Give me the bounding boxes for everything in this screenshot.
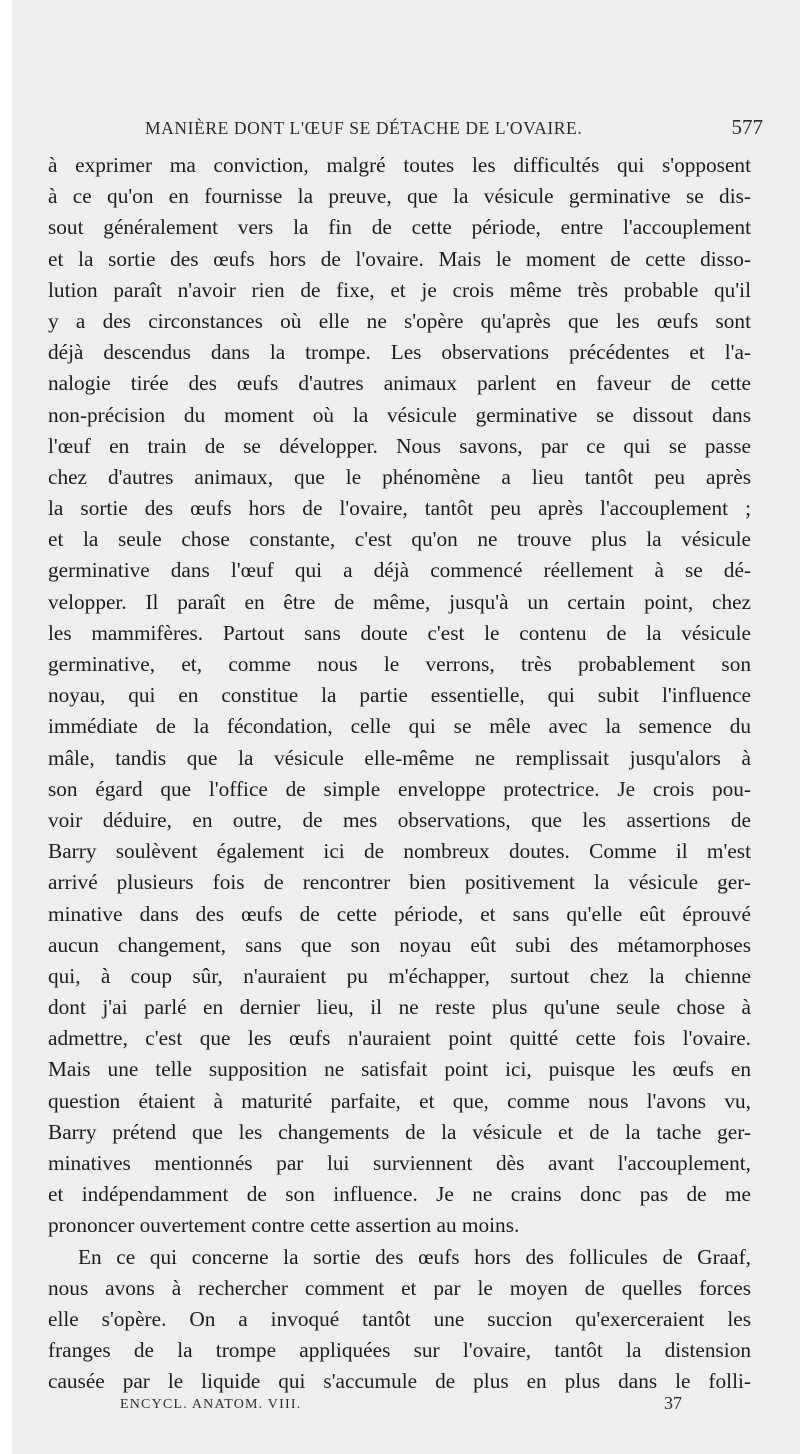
page-footer	[120, 1393, 682, 1417]
text-line: dont j'ai parlé en dernier lieu, il ne reste plus qu'une seule chose à	[48, 995, 751, 1020]
text-line: En ce qui concerne la sortie des œufs hors des follicules de Graaf,	[78, 1244, 751, 1269]
text-line: y a des circonstances où elle ne s'opère qu'après que les œufs sont	[48, 308, 751, 333]
text-line: mâle, tandis que la vésicule elle-même ne remplissait jusqu'alors à	[48, 745, 751, 770]
text-line: causée par le liquide qui s'accumule de plus en plus dans le folli-	[48, 1369, 751, 1394]
running-title: MANIÈRE DONT L'ŒUF SE DÉTACHE DE L'OVAIRE.	[145, 118, 583, 138]
page-number: 577	[731, 115, 763, 139]
text-line: question étaient à maturité parfaite, et que, comme nous l'avons vu,	[48, 1088, 751, 1113]
text-line: franges de la trompe appliquées sur l'ovaire, tantôt la distension	[48, 1338, 751, 1363]
text-line: à exprimer ma conviction, malgré toutes les difficultés qui s'opposent	[48, 153, 751, 177]
text-line: qui, à coup sûr, n'auraient pu m'échapper, surtout chez la chienne	[48, 963, 751, 988]
page-header	[145, 115, 763, 142]
text-line: Barry soulèvent également ici de nombreux doutes. Comme il m'est	[48, 839, 751, 864]
text-line: sout généralement vers la fin de cette période, entre l'accouplement	[48, 215, 751, 240]
text-line: arrivé plusieurs fois de rencontrer bien positivement la vésicule ger-	[48, 870, 751, 895]
text-line: germinative, et, comme nous le verrons, très probablement son	[48, 652, 751, 676]
text-line: Barry prétend que les changements de la vésicule et de la tache ger-	[48, 1119, 751, 1144]
text-line: non-précision du moment où la vésicule germinative se dissout dans	[48, 402, 751, 427]
paragraph	[48, 150, 751, 1242]
text-line: et indépendamment de son influence. Je ne crains donc pas de me	[48, 1182, 751, 1207]
text-line: son égard que l'office de simple enveloppe protectrice. Je crois pou-	[48, 776, 751, 801]
text-line: à ce qu'on en fournisse la preuve, que la vésicule germinative se dis-	[48, 184, 751, 209]
text-line: Mais une telle supposition ne satisfait point ici, puisque les œufs en	[48, 1057, 751, 1082]
text-line: chez d'autres animaux, que le phénomène a lieu tantôt peu après	[48, 464, 751, 489]
text-line: noyau, qui en constitue la partie essentielle, qui subit l'influence	[48, 683, 751, 708]
text-line: prononcer ouvertement contre cette assertion au moins.	[48, 1213, 520, 1238]
text-line: minatives mentionnés par lui surviennent dès avant l'accouplement,	[48, 1151, 751, 1175]
text-line: nalogie tirée des œufs d'autres animaux parlent en faveur de cette	[48, 371, 751, 396]
text-line: lution paraît n'avoir rien de fixe, et je crois même très probable qu'il	[48, 277, 751, 302]
text-line: déjà descendus dans la trompe. Les observations précédentes et l'a-	[48, 340, 751, 365]
text-line: immédiate de la fécondation, celle qui se mêle avec la semence du	[48, 714, 751, 739]
text-line: les mammifères. Partout sans doute c'est le contenu de la vésicule	[48, 620, 751, 645]
text-line: nous avons à rechercher comment et par le moyen de quelles forces	[48, 1275, 751, 1300]
text-line: admettre, c'est que les œufs n'auraient point quitté cette fois l'ovaire.	[48, 1026, 751, 1051]
signature-number: 37	[664, 1393, 682, 1413]
text-line: velopper. Il paraît en être de même, jusqu'à un certain point, chez	[48, 589, 751, 614]
text-line: germinative dans l'œuf qui a déjà commencé réellement à se dé-	[48, 558, 751, 583]
body-text	[48, 150, 751, 1398]
text-line: aucun changement, sans que son noyau eût subi des métamorphoses	[48, 932, 751, 957]
text-line: voir déduire, en outre, de mes observations, que les assertions de	[48, 807, 751, 832]
text-line: elle s'opère. On a invoqué tantôt une succion qu'exerceraient les	[48, 1306, 751, 1331]
text-line: la sortie des œufs hors de l'ovaire, tantôt peu après l'accouplement ;	[48, 496, 751, 521]
text-line: minative dans des œufs de cette période, et sans qu'elle eût éprouvé	[48, 901, 751, 926]
text-line: l'œuf en train de se développer. Nous savons, par ce qui se passe	[48, 433, 751, 458]
text-line: et la seule chose constante, c'est qu'on ne trouve plus la vésicule	[48, 527, 751, 552]
paragraph	[48, 1242, 751, 1398]
signature-mark: ENCYCL. ANATOM. VIII.	[120, 1397, 302, 1412]
text-line: et la sortie des œufs hors de l'ovaire. Mais le moment de cette disso-	[48, 246, 751, 271]
